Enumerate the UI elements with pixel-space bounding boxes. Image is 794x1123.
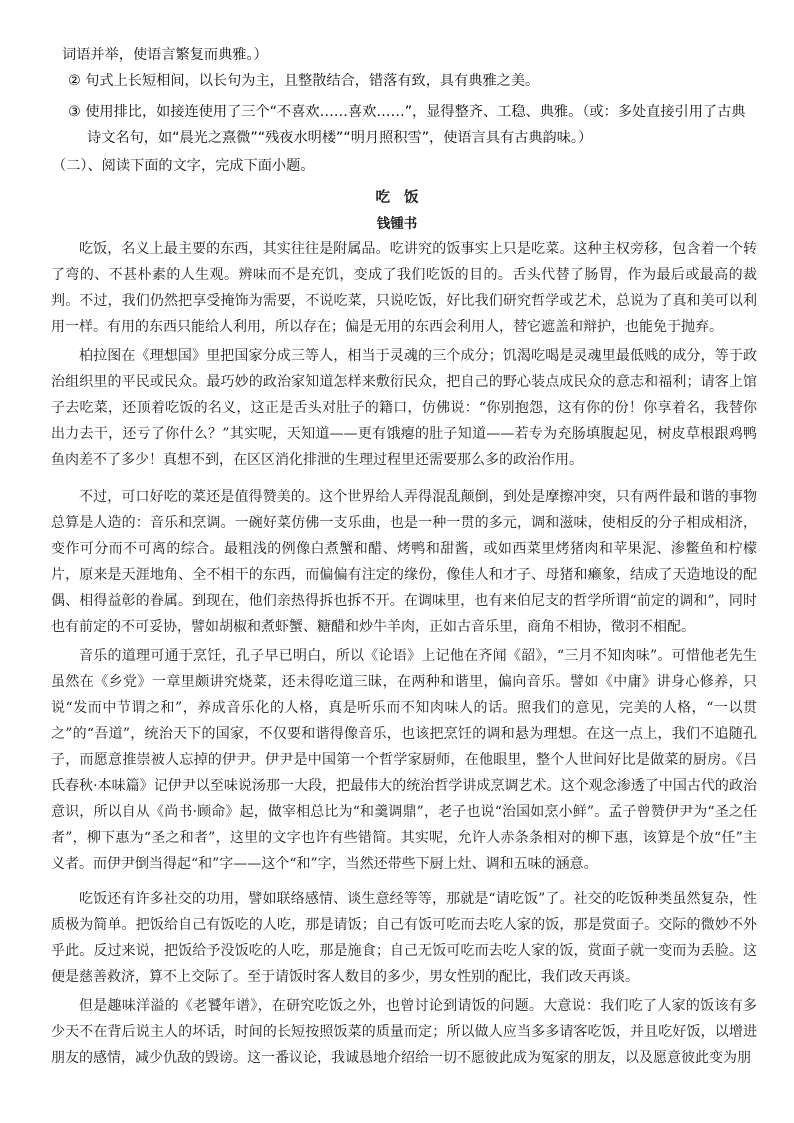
article-paragraph: 吃饭，名义上最主要的东西，其实往往是附属品。吃讲究的饭事实上只是吃菜。这种主权旁移，包含着一个转了弯的、不甚朴素的人生观。辨味而不是充饥，变成了我们吃饭的目的。舌头代替了肠胃，作为最后或最高的裁判。不过，我们仍然把享受掩饰为需要，不说吃菜，只说吃饭，好比我们研究哲学或艺术，总说为了真和美可以利用一样。有用的东西只能给人利用，所以存在；偏是无用的东西会利用人，替它遮盖和辩护，也能免于抛弃。 (51, 241, 757, 335)
article-title: 吃饭 (375, 189, 433, 206)
article-author: 钱锺书 (376, 216, 418, 232)
intro-line-continuation: 词语并举，使语言繁复而典雅。） (62, 47, 268, 63)
section-heading: （二）、阅读下面的文字，完成下面小题。 (52, 158, 315, 174)
article-paragraph: 音乐的道理可通于烹饪，孔子早已明白，所以《论语》上记他在齐闻《韶》，“三月不知肉味”。可惜他老先生虽然在《乡党》一章里颇讲究烧菜，还未得吃道三昧，在两种和谐里，偏向音乐。譬如《中庸》讲身心修养，只说“发而中节谓之和”，养成音乐化的人格，真是听乐而不知肉味人的话。照我们的意见，完美的人格，“一以贯之”的“吾道”，统治天下的国家，不仅要和谐得像音乐，也该把烹饪的调和悬为理想。在这一点上，我们不追随孔子，而愿意推崇被人忘掉的伊尹。伊尹是中国第一个哲学家厨师，在他眼里，整个人世间好比是做菜的厨房。《吕氏春秋·本味篇》记伊尹以至味说汤那一大段，把最伟大的统治哲学讲成烹调艺术。这个观念渗透了中国古代的政治意识，所以自从《尚书·顾命》起，做宰相总比为“和羹调鼎”，老子也说“治国如烹小鲜”。孟子曾赞伊尹为“圣之任者”，柳下惠为“圣之和者”，这里的文字也许有些错简。其实呢，允许人赤条条相对的柳下惠，该算是个放“任”主义者。而伊尹倒当得起“和”字——这个“和”字，当然还带些下厨上灶、调和五味的涵意。 (51, 648, 757, 872)
article-paragraph: 柏拉图在《理想国》里把国家分成三等人，相当于灵魂的三个成分；饥渴吃喝是灵魂里最低贱的成分，等于政治组织里的平民或民众。最巧妙的政治家知道怎样来敷衍民众，把自己的野心装点成民众的意志和福利；请客上馆子去吃菜，还顶着吃饭的名义，这正是舌头对肚子的籍口，仿佛说：“你别抱怨，这有你的份！你享着名，我替你出力去干，还亏了你什么？”其实呢，天知道——更有饿瘪的肚子知道——若专为充肠填腹起见，树皮草根跟鸡鸭鱼肉差不了多少！真想不到，在区区消化排泄的生理过程里还需要那么多的政治作用。 (51, 348, 757, 468)
answer-item-2: ② 句式上长短相间，以长句为主，且整散结合，错落有致，具有典雅之美。 (68, 73, 540, 89)
article-paragraph: 但是趣味洋溢的《老饕年谱》，在研究吃饭之外，也曾讨论到请饭的问题。大意说：我们吃了人家的饭该有多少天不在背后说主人的坏话，时间的长短按照饭菜的质量而定；所以做人应当多多请客吃饭，并且吃好饭，以增进朋友的感情，减少仇敌的毁谤。这一番议论，我诚恳地介绍给一切不愿彼此成为冤家的朋友，以及愿意彼此变为朋 (51, 998, 757, 1066)
article-paragraph: 不过，可口好吃的菜还是值得赞美的。这个世界给人弄得混乱颠倒，到处是摩擦冲突，只有两件最和谐的事物总算是人造的：音乐和烹调。一碗好菜仿佛一支乐曲，也是一种一贯的多元，调和滋味，使相反的分子相成相济，变作可分而不可离的综合。最粗浅的例像白煮蟹和醋、烤鸭和甜酱，或如西菜里烤猪肉和苹果泥、渗鳖鱼和柠檬片，原来是天涯地角、全不相干的东西，而偏偏有注定的缘份，像佳人和才子、母猪和癞象，结成了天造地设的配偶、相得益彰的眷属。到现在，他们亲热得拆也拆不开。在调味里，也有来伯尼支的哲学所谓“前定的调和”，同时也有前定的不可妥协，譬如胡椒和煮虾蟹、糖醋和炒牛羊肉，正如古音乐里，商角不相协，徵羽不相配。 (51, 489, 757, 635)
answer-item-3-continuation: 诗文名句，如“晨光之熹微”“残夜水明楼”“明月照积雪”，使语言具有古典韵味。） (87, 130, 593, 146)
article-paragraph: 吃饭还有许多社交的功用，譬如联络感情、谈生意经等等，那就是“请吃饭”了。社交的吃饭种类虽然复杂，性质极为简单。把饭给自己有饭吃的人吃，那是请饭；自己有饭可吃而去吃人家的饭，那是赏面子。交际的微妙不外乎此。反过来说，把饭给予没饭吃的人吃，那是施食；自己无饭可吃而去吃人家的饭，赏面子就一变而为丢脸。这便是慈善救济，算不上交际了。至于请饭时客人数目的多少，男女性别的配比，我们改天再谈。 (51, 891, 757, 985)
answer-item-3: ③ 使用排比，如接连使用了三个“不喜欢……喜欢……”，显得整齐、工稳、典雅。（或：多处直接引用了古典 (68, 104, 746, 120)
